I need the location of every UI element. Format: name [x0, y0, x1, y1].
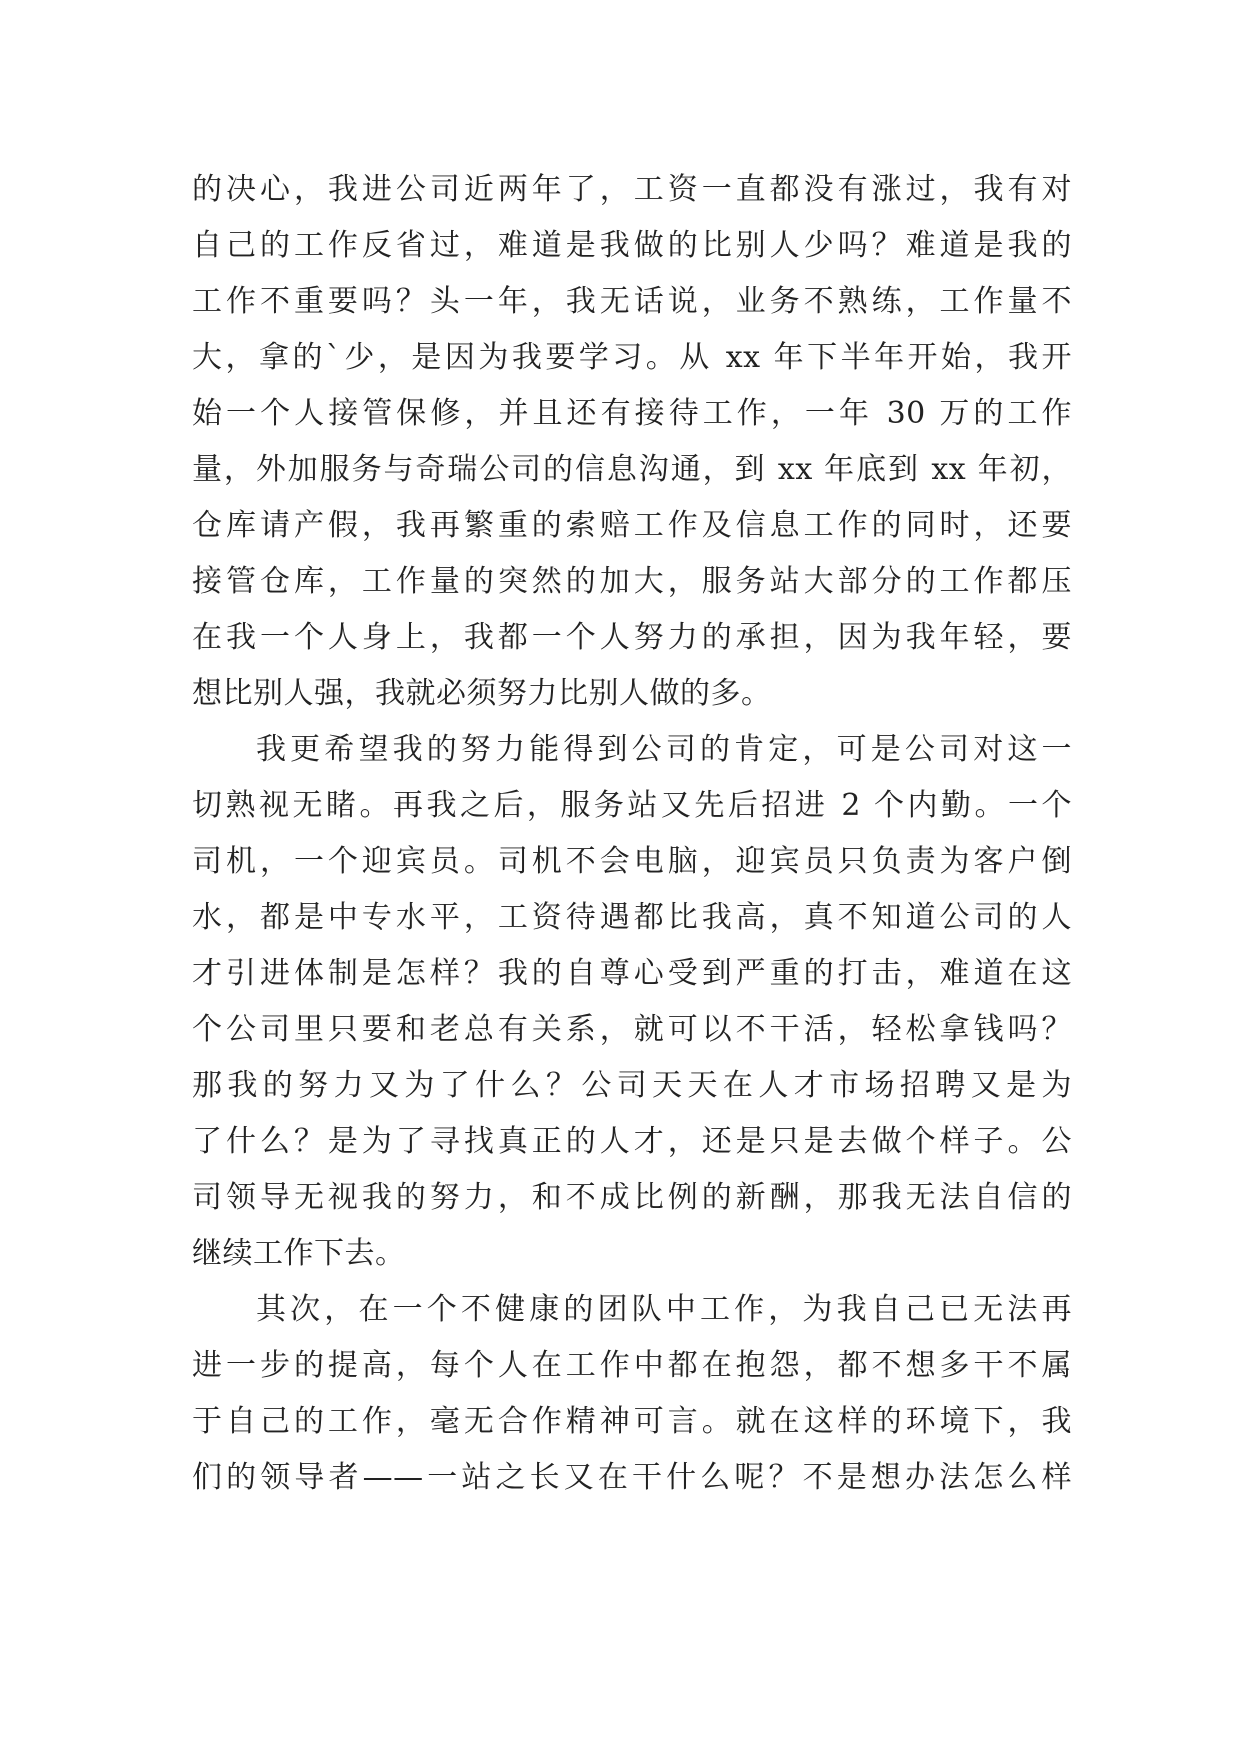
text-line: 继续工作下去。: [192, 1236, 406, 1271]
text-line: 们的领导者——一站之长又在干什么呢？不是想办法怎么样: [192, 1460, 1072, 1495]
paragraph: [192, 162, 1072, 722]
text-line: 司领导无视我的努力，和不成比例的新酬，那我无法自信的: [192, 1180, 1072, 1215]
text-line: 的决心，我进公司近两年了，工资一直都没有涨过，我有对: [192, 172, 1072, 207]
text-line: 大，拿的`少，是因为我要学习。从 xx 年下半年开始，我开: [192, 340, 1072, 375]
text-line: 其次，在一个不健康的团队中工作，为我自己已无法再: [256, 1292, 1072, 1327]
text-line: 了什么？是为了寻找真正的人才，还是只是去做个样子。公: [192, 1124, 1072, 1159]
text-line: 始一个人接管保修，并且还有接待工作，一年 30 万的工作: [192, 396, 1072, 431]
document-body: [192, 162, 1072, 1506]
text-line: 于自己的工作，毫无合作精神可言。就在这样的环境下，我: [192, 1404, 1072, 1439]
text-line: 才引进体制是怎样？我的自尊心受到严重的打击，难道在这: [192, 956, 1072, 991]
text-line: 在我一个人身上，我都一个人努力的承担，因为我年轻，要: [192, 620, 1072, 655]
text-line: 进一步的提高，每个人在工作中都在抱怨，都不想多干不属: [192, 1348, 1072, 1383]
text-line: 工作不重要吗？头一年，我无话说，业务不熟练，工作量不: [192, 284, 1072, 319]
text-line: 切熟视无睹。再我之后，服务站又先后招进 2 个内勤。一个: [192, 788, 1072, 823]
text-line: 接管仓库，工作量的突然的加大，服务站大部分的工作都压: [192, 564, 1072, 599]
text-line: 量，外加服务与奇瑞公司的信息沟通，到 xx 年底到 xx 年初，: [192, 452, 1072, 487]
text-line: 那我的努力又为了什么？公司天天在人才市场招聘又是为: [192, 1068, 1072, 1103]
text-line: 个公司里只要和老总有关系，就可以不干活，轻松拿钱吗？: [192, 1012, 1072, 1047]
paragraph: [192, 1282, 1072, 1506]
text-line: 自己的工作反省过，难道是我做的比别人少吗？难道是我的: [192, 228, 1072, 263]
text-line: 想比别人强，我就必须努力比别人做的多。: [192, 676, 772, 711]
text-line: 仓库请产假，我再繁重的索赔工作及信息工作的同时，还要: [192, 508, 1072, 543]
text-line: 我更希望我的努力能得到公司的肯定，可是公司对这一: [256, 732, 1072, 767]
text-line: 司机，一个迎宾员。司机不会电脑，迎宾员只负责为客户倒: [192, 844, 1072, 879]
paragraph: [192, 722, 1072, 1282]
text-line: 水，都是中专水平，工资待遇都比我高，真不知道公司的人: [192, 900, 1072, 935]
